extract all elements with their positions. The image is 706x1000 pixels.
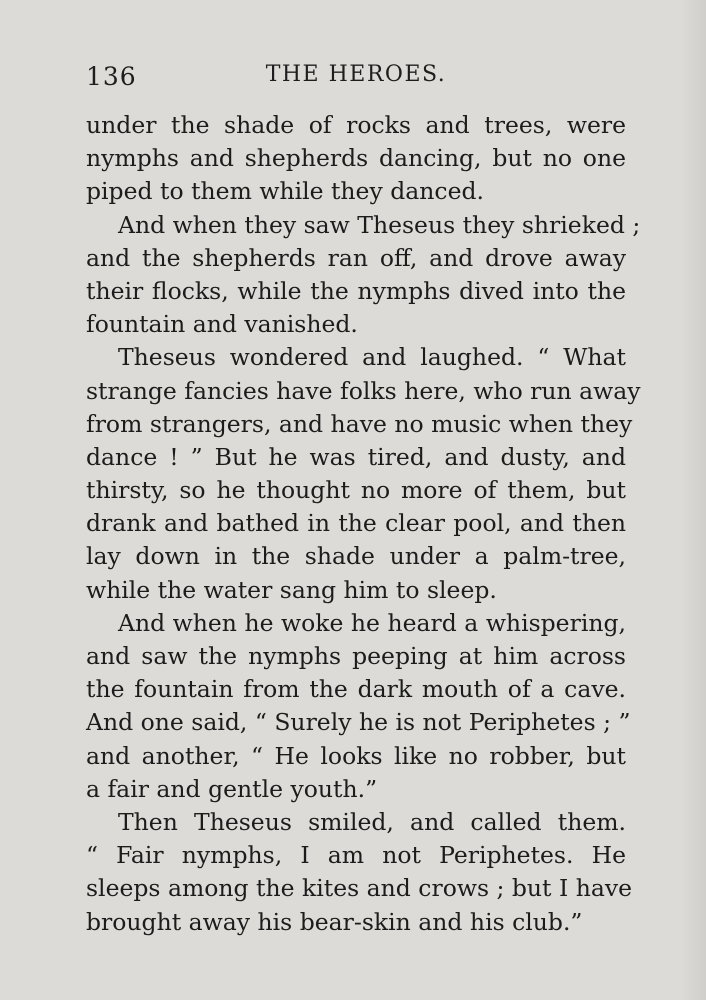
text-line: drank and bathed in the clear pool, and then: [86, 509, 626, 538]
text-line: And when he woke he heard a whispering,: [118, 608, 626, 637]
page-number: 136: [86, 62, 137, 91]
text-line: and saw the nymphs peeping at him across: [86, 642, 626, 670]
text-line: and the shepherds ran off, and drove away: [86, 243, 626, 272]
body-text: [86, 109, 641, 939]
text-line: the fountain from the dark mouth of a cave.: [86, 675, 626, 704]
text-line: fountain and vanished.: [86, 310, 358, 339]
text-line: nymphs and shepherds dancing, but no one: [86, 144, 626, 173]
text-line: strange fancies have folks here, who run away: [86, 376, 641, 405]
text-line: thirsty, so he thought no more of them, but: [86, 476, 626, 505]
text-line: “ Fair nymphs, I am not Periphetes. He: [86, 841, 626, 870]
text-line: their flocks, while the nymphs dived into the: [86, 276, 626, 305]
text-line: sleeps among the kites and crows ; but I have: [86, 874, 633, 903]
text-line: dance ! ” But he was tired, and dusty, and: [86, 442, 626, 471]
text-line: while the water sang him to sleep.: [86, 575, 497, 604]
text-line: piped to them while they danced.: [86, 177, 484, 206]
running-title: THE HEROES.: [265, 62, 447, 87]
text-line: Then Theseus smiled, and called them.: [118, 807, 626, 836]
page-header: [86, 62, 626, 98]
text-line: And one said, “ Surely he is not Periphetes ; ”: [86, 708, 631, 737]
text-line: And when they saw Theseus they shrieked ;: [118, 210, 641, 239]
text-line: a fair and gentle youth.”: [86, 774, 378, 803]
text-line: and another, “ He looks like no robber, but: [86, 741, 626, 770]
page-edge-shadow: [680, 0, 706, 1000]
text-line: brought away his bear-skin and his club.”: [86, 907, 583, 936]
text-line: from strangers, and have no music when they: [86, 409, 633, 438]
text-line: under the shade of rocks and trees, were: [86, 111, 626, 139]
text-line: lay down in the shade under a palm-tree,: [86, 542, 626, 571]
text-line: Theseus wondered and laughed. “ What: [118, 343, 626, 372]
